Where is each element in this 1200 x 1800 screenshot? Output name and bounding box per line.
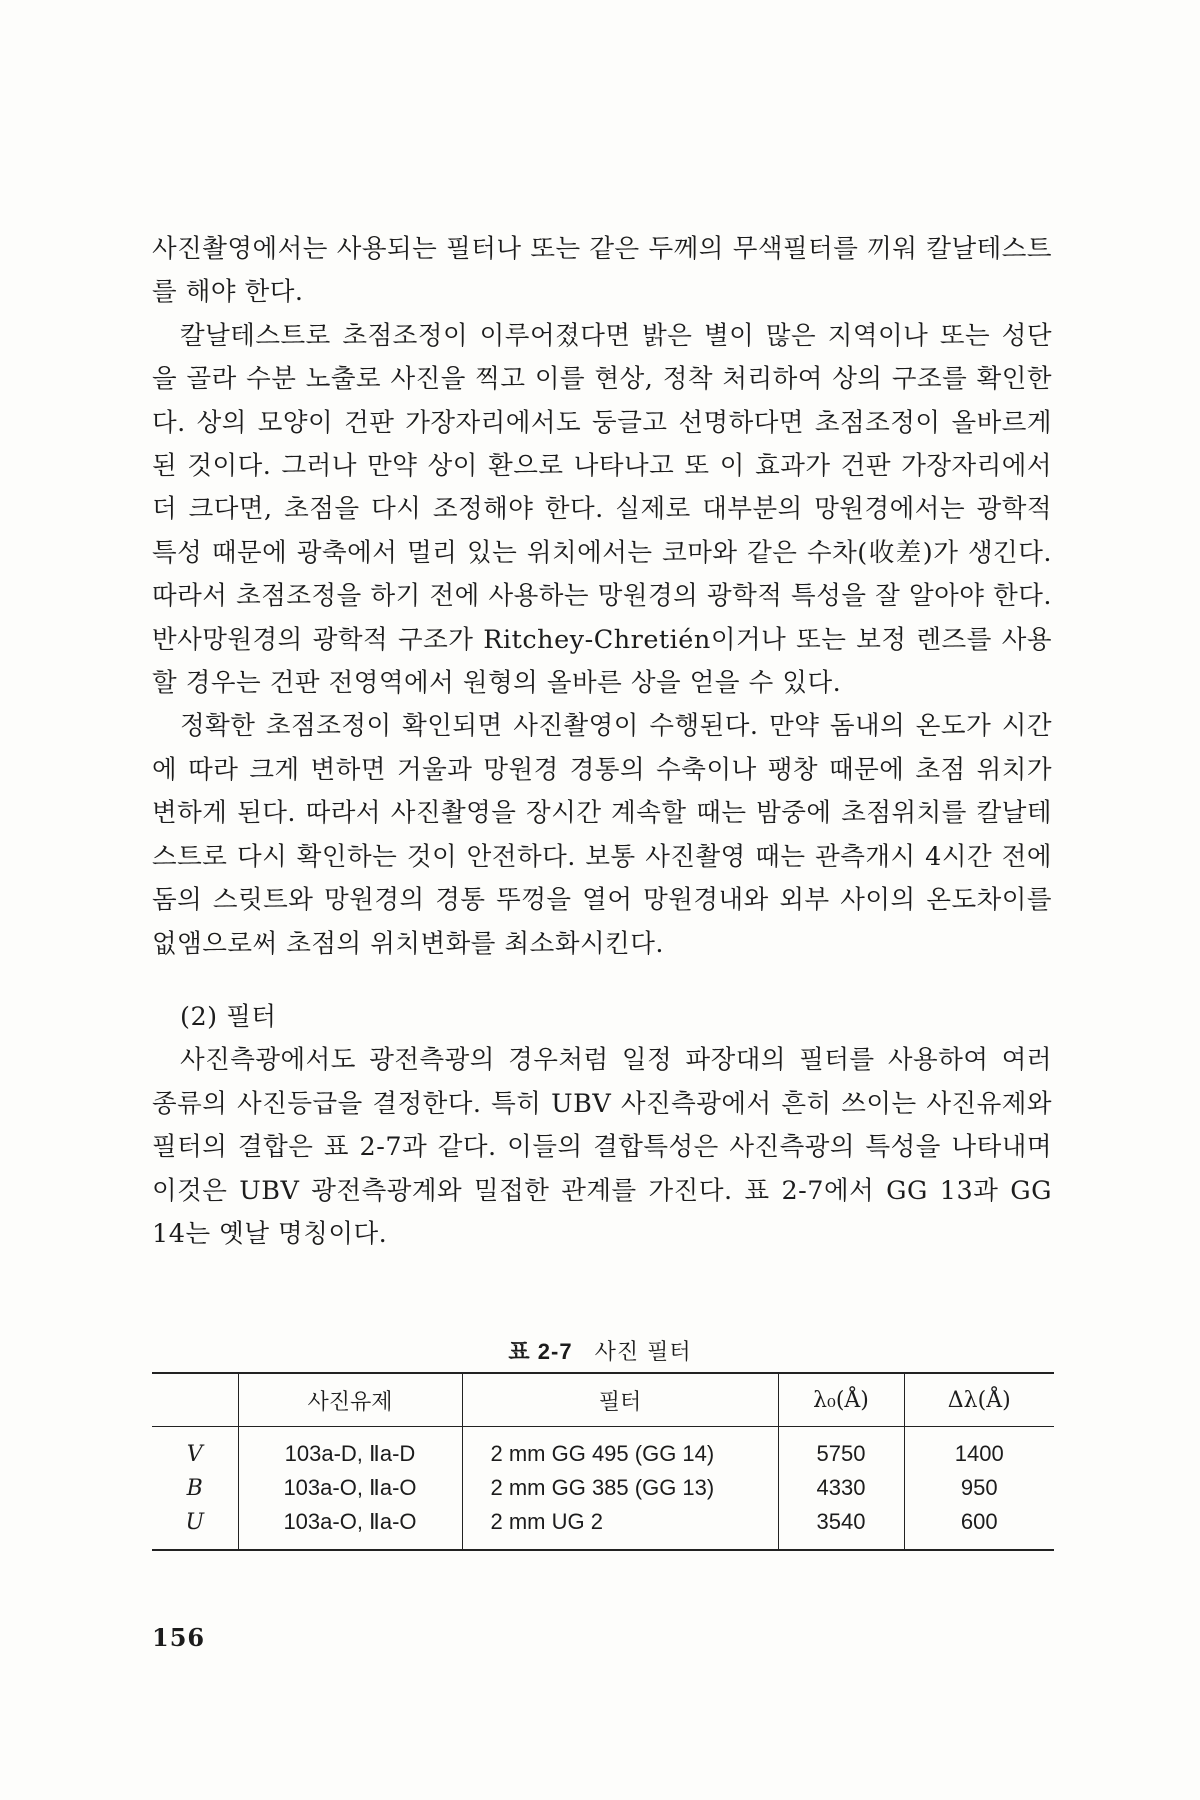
dlambda-cell: 600	[904, 1505, 1054, 1550]
header-lambda0: λ₀(Å)	[778, 1373, 904, 1427]
photographic-filter-table	[152, 1372, 1054, 1551]
emulsion-cell: 103a-O, Ⅱa-O	[238, 1471, 462, 1505]
paragraph-3: 정확한 초점조정이 확인되면 사진촬영이 수행된다. 만약 돔내의 온도가 시간에 따라 크게 변하면 거울과 망원경 경통의 수축이나 팽창 때문에 초점 위치가 변하게 된다. 따라서 사진촬영을 장시간 계속할 때는 밤중에 초점위치를 칼날테스트로 다시 확인하는 것이 안전하다. 보통 사진촬영 때는 관측개시 4시간 전에 돔의 스릿트와 망원경의 경통 뚜껑을 열어 망원경내와 외부 사이의 온도차이를 없앰으로써 초점의 위치변화를 최소화시킨다.	[152, 711, 1052, 959]
filter-cell: 2 mm UG 2	[462, 1505, 778, 1550]
table-caption-title: 사진 필터	[594, 1340, 692, 1365]
table-row	[152, 1427, 1054, 1472]
filter-cell: 2 mm GG 385 (GG 13)	[462, 1471, 778, 1505]
dlambda-cell: 1400	[904, 1427, 1054, 1472]
dlambda-cell: 950	[904, 1471, 1054, 1505]
filter-cell: 2 mm GG 495 (GG 14)	[462, 1427, 778, 1472]
emulsion-cell: 103a-O, Ⅱa-O	[238, 1505, 462, 1550]
paragraph-2: 칼날테스트로 초점조정이 이루어졌다면 밝은 별이 많은 지역이나 또는 성단을 골라 수분 노출로 사진을 찍고 이를 현상, 정착 처리하여 상의 구조를 확인한다. 상의 모양이 건판 가장자리에서도 둥글고 선명하다면 초점조정이 올바르게 된 것이다. 그러나 만약 상이 환으로 나타나고 또 이 효과가 건판 가장자리에서 더 크다면, 초점을 다시 조정해야 한다. 실제로 대부분의 망원경에서는 광학적 특성 때문에 광축에서 멀리 있는 위치에서는 코마와 같은 수차(收差)가 생긴다. 따라서 초점조정을 하기 전에 사용하는 망원경의 광학적 특성을 잘 알아야 한다. 반사망원경의 광학적 구조가 Ritchey-Chretién이거나 또는 보정 렌즈를 사용할 경우는 건판 전영역에서 원형의 올바른 상을 얻을 수 있다.	[152, 320, 1052, 699]
header-dlambda: Δλ(Å)	[904, 1373, 1054, 1427]
lambda0-cell: 5750	[778, 1427, 904, 1472]
lambda0-cell: 3540	[778, 1505, 904, 1550]
section-paragraph: 사진측광에서도 광전측광의 경우처럼 일정 파장대의 필터를 사용하여 여러 종류의 사진등급을 결정한다. 특히 UBV 사진측광에서 흔히 쓰이는 사진유제와 필터의 결합은 표 2-7과 같다. 이들의 결합특성은 사진측광의 특성을 나타내며 이것은 UBV 광전측광계와 밀접한 관계를 가진다. 표 2-7에서 GG 13과 GG 14는 옛날 명칭이다.	[152, 1045, 1052, 1249]
section-heading: (2) 필터	[180, 1001, 277, 1032]
body-text	[152, 228, 1052, 1256]
header-filter: 필터	[462, 1373, 778, 1427]
band-cell: U	[152, 1505, 238, 1550]
table-caption	[0, 1335, 1200, 1366]
lambda0-cell: 4330	[778, 1471, 904, 1505]
table-row	[152, 1505, 1054, 1550]
page-number: 156	[152, 1623, 206, 1652]
band-cell: B	[152, 1471, 238, 1505]
table-row	[152, 1471, 1054, 1505]
band-cell: V	[152, 1427, 238, 1472]
table-header-row	[152, 1373, 1054, 1427]
header-emulsion: 사진유제	[238, 1373, 462, 1427]
emulsion-cell: 103a-D, Ⅱa-D	[238, 1427, 462, 1472]
header-band	[152, 1373, 238, 1427]
paragraph-1: 사진촬영에서는 사용되는 필터나 또는 같은 두께의 무색필터를 끼워 칼날테스트를 해야 한다.	[152, 234, 1052, 308]
table-caption-number: 표 2-7	[508, 1339, 573, 1364]
